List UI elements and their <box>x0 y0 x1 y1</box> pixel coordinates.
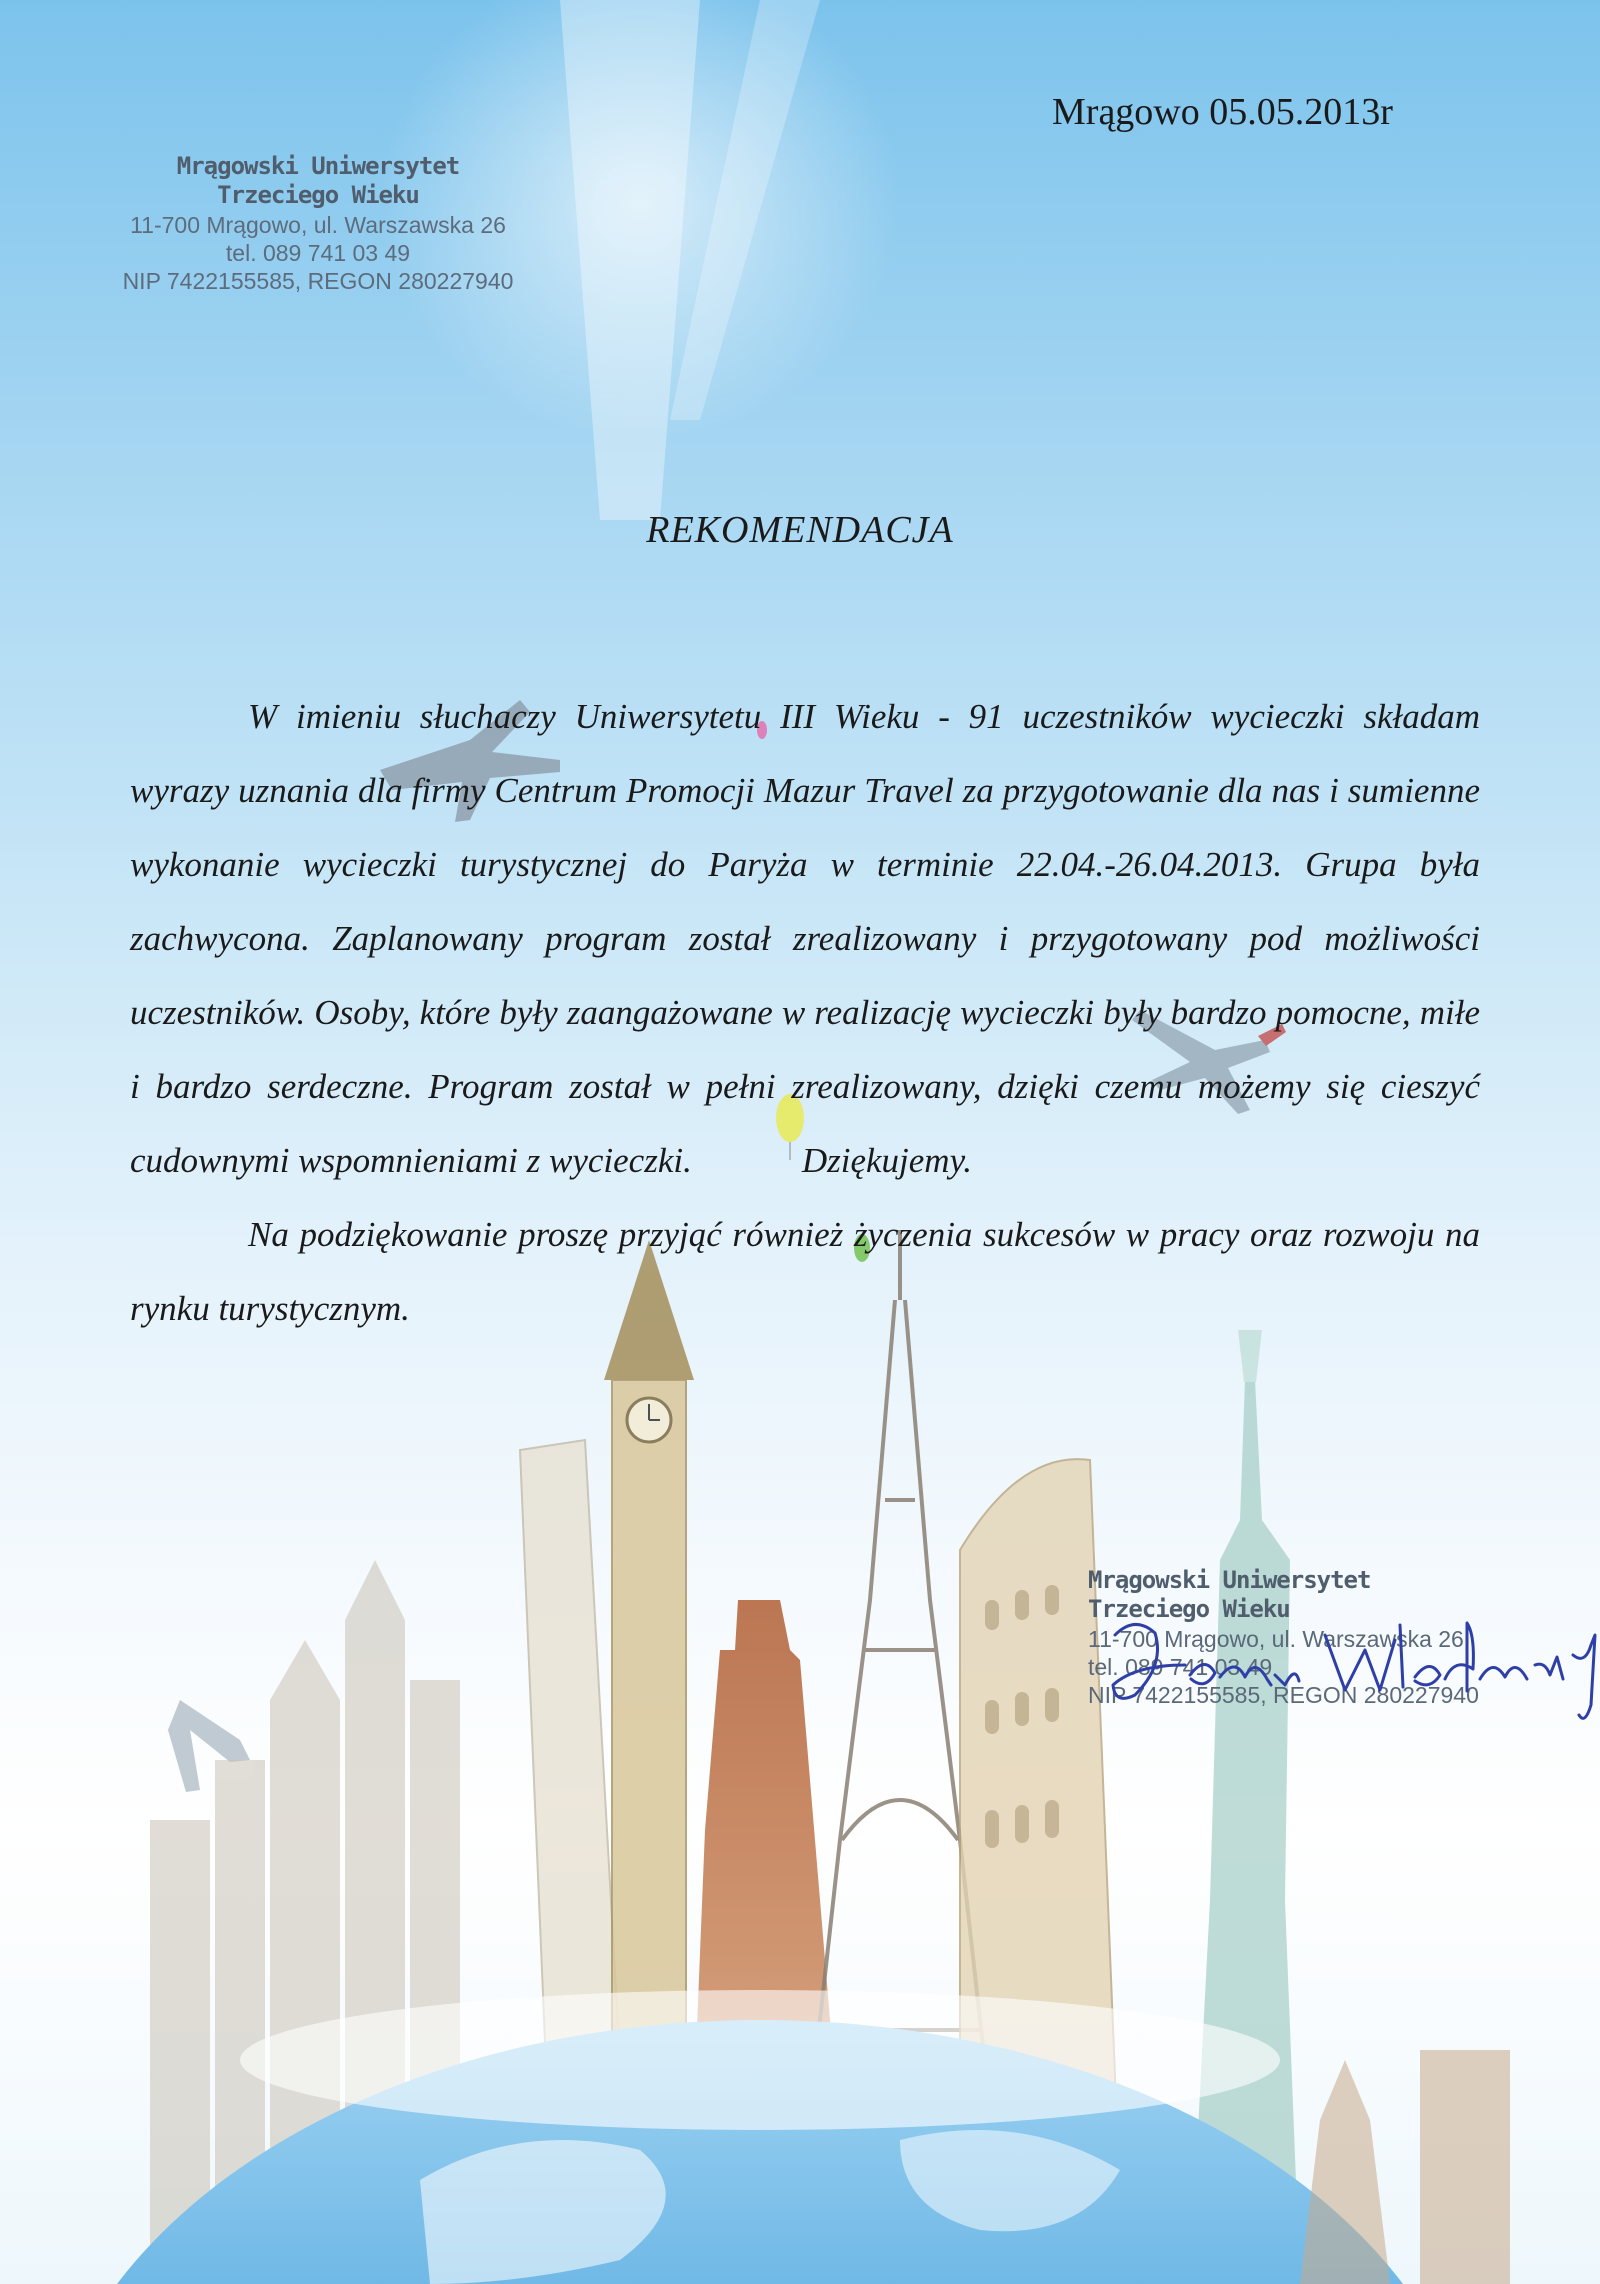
body-paragraph: Na podziękowanie proszę przyjąć również życzenia sukcesów w pracy oraz rozwoju na rynku turystycznym. <box>130 1215 1480 1328</box>
stamp-ids: NIP 7422155585, REGON 280227940 <box>122 267 514 294</box>
handwritten-signature <box>1095 1595 1600 1745</box>
stamp-institution-name: Mrągowski Uniwersytet Trzeciego Wieku <box>1088 1566 1371 1624</box>
body-paragraph <box>130 680 1480 1198</box>
letter-title: REKOMENDACJA <box>646 509 954 551</box>
letter-body <box>130 680 1480 1346</box>
globe-shine <box>240 1990 1280 2130</box>
stamp-phone: tel. 089 741 03 49 <box>1088 1653 1273 1680</box>
stamp-phone: tel. 089 741 03 49 <box>225 239 411 266</box>
institution-stamp-top <box>118 152 518 295</box>
stamp-address: 11-700 Mrągowo, ul. Warszawska 26 <box>1088 1625 1464 1652</box>
light-streak <box>560 0 700 520</box>
letter-date: Mrągowo 05.05.2013r <box>1052 91 1393 133</box>
thanks-text: Dziękujemy. <box>801 1141 972 1180</box>
body-paragraph-text: W imieniu słuchaczy Uniwersytetu III Wieku - 91 uczestników wycieczki składam wyrazy uznania dla firmy Centrum Promocji Mazur Travel za przygotowanie dla nas i sumienne wykonanie wycieczki turystycznej do Paryża w terminie 22.04.-26.04.2013. Grupa była zachwycona. Zaplanowany program został zrealizowany i przygotowany pod możliwości uczestników. Osoby, które były zaangażowane w realizację wycieczki były bardzo pomocne, miłe i bardzo serdeczne. Program został w pełni zrealizowany, dzięki czemu możemy się cieszyć cudownymi wspomnieniami z wycieczki. <box>130 697 1480 1180</box>
stamp-address: 11-700 Mrągowo, ul. Warszawska 26 <box>130 211 506 238</box>
right-buildings <box>1300 2050 1510 2284</box>
stamp-ids: NIP 7422155585, REGON 280227940 <box>1088 1681 1479 1708</box>
stamp-institution-name: Mrągowski Uniwersytet Trzeciego Wieku <box>176 152 460 210</box>
